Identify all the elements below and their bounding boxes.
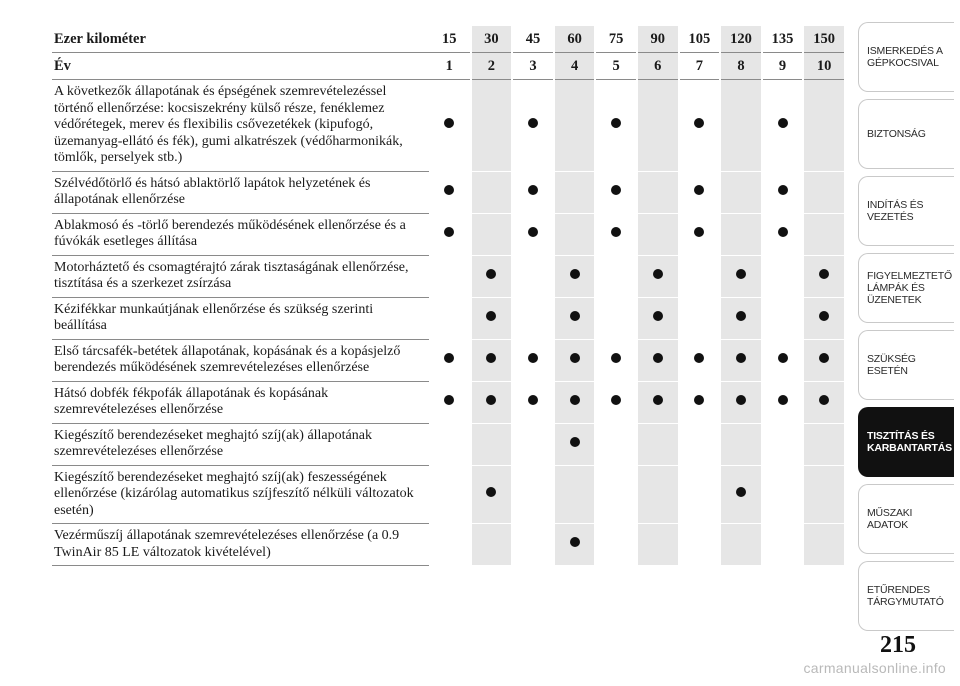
schedule-row <box>52 423 845 465</box>
required-dot-icon <box>736 269 746 279</box>
operation-description: Szélvédőtörlő és hátsó ablaktörlő lapátok helyzetének és állapotának ellenőrzése <box>52 171 429 213</box>
required-dot-icon <box>611 227 621 237</box>
interval-cell <box>554 255 596 297</box>
km-header-cell: 45 <box>512 26 554 53</box>
interval-cell <box>679 381 721 423</box>
km-header-cell: 15 <box>429 26 471 53</box>
interval-cell <box>554 80 596 172</box>
interval-cell <box>429 524 471 566</box>
km-header-cell: 150 <box>803 26 845 53</box>
interval-cell <box>679 171 721 213</box>
schedule-row <box>52 255 845 297</box>
interval-cell <box>720 213 762 255</box>
required-dot-icon <box>736 395 746 405</box>
required-dot-icon <box>528 353 538 363</box>
chapter-tab[interactable] <box>858 253 954 323</box>
interval-cell <box>429 213 471 255</box>
required-dot-icon <box>694 227 704 237</box>
schedule-row <box>52 339 845 381</box>
interval-cell <box>637 171 679 213</box>
interval-cell <box>429 297 471 339</box>
interval-cell <box>637 255 679 297</box>
interval-cell <box>429 255 471 297</box>
interval-cell <box>720 524 762 566</box>
year-header-cell: 8 <box>720 53 762 80</box>
interval-cell <box>762 381 804 423</box>
km-header-label: Ezer kilométer <box>52 26 429 53</box>
required-dot-icon <box>570 311 580 321</box>
required-dot-icon <box>653 311 663 321</box>
required-dot-icon <box>570 437 580 447</box>
required-dot-icon <box>570 353 580 363</box>
operation-description: Kiegészítő berendezéseket meghajtó szíj(ak) feszességének ellenőrzése (kizárólag automatikus szíjfeszítő nélküli változatok esetén) <box>52 465 429 524</box>
required-dot-icon <box>778 353 788 363</box>
required-dot-icon <box>694 395 704 405</box>
km-header-cell: 120 <box>720 26 762 53</box>
year-header-cell: 4 <box>554 53 596 80</box>
interval-cell <box>637 339 679 381</box>
interval-cell <box>803 297 845 339</box>
required-dot-icon <box>736 353 746 363</box>
chapter-tab[interactable] <box>858 176 954 246</box>
interval-cell <box>679 339 721 381</box>
interval-cell <box>720 255 762 297</box>
required-dot-icon <box>486 487 496 497</box>
interval-cell <box>762 80 804 172</box>
schedule-row <box>52 381 845 423</box>
required-dot-icon <box>694 118 704 128</box>
interval-cell <box>512 213 554 255</box>
km-header-row <box>52 26 845 53</box>
chapter-tab-label: SZÜKSÉG ESETÉN <box>867 353 916 377</box>
interval-cell <box>595 381 637 423</box>
required-dot-icon <box>611 353 621 363</box>
interval-cell <box>762 297 804 339</box>
schedule-body <box>52 80 845 566</box>
interval-cell <box>803 213 845 255</box>
operation-description: Kézifékkar munkaútjának ellenőrzése és szükség szerinti beállítása <box>52 297 429 339</box>
interval-cell <box>679 524 721 566</box>
chapter-tab-label: INDÍTÁS ÉS VEZETÉS <box>867 199 924 223</box>
interval-cell <box>762 171 804 213</box>
operation-description: Hátsó dobfék fékpofák állapotának és kopásának szemrevételezéses ellenőrzése <box>52 381 429 423</box>
interval-cell <box>595 524 637 566</box>
chapter-tabs <box>858 22 954 638</box>
required-dot-icon <box>778 118 788 128</box>
interval-cell <box>512 465 554 524</box>
required-dot-icon <box>444 118 454 128</box>
year-header-cell: 2 <box>471 53 513 80</box>
required-dot-icon <box>486 395 496 405</box>
schedule-row <box>52 297 845 339</box>
chapter-tab-label: FIGYELMEZTETŐ LÁMPÁK ÉS ÜZENETEK <box>867 270 952 306</box>
interval-cell <box>679 255 721 297</box>
interval-cell <box>429 423 471 465</box>
km-header-cell: 105 <box>679 26 721 53</box>
required-dot-icon <box>444 227 454 237</box>
interval-cell <box>803 465 845 524</box>
interval-cell <box>803 255 845 297</box>
interval-cell <box>512 255 554 297</box>
required-dot-icon <box>528 395 538 405</box>
interval-cell <box>595 423 637 465</box>
interval-cell <box>595 297 637 339</box>
required-dot-icon <box>694 185 704 195</box>
required-dot-icon <box>611 118 621 128</box>
interval-cell <box>429 80 471 172</box>
interval-cell <box>554 297 596 339</box>
interval-cell <box>679 423 721 465</box>
interval-cell <box>762 213 804 255</box>
operation-description: Ablakmosó és -törlő berendezés működésének ellenőrzése és a fúvókák esetleges állítása <box>52 213 429 255</box>
year-header-row <box>52 53 845 80</box>
operation-description: Vezérműszíj állapotának szemrevételezéses ellenőrzése (a 0.9 TwinAir 85 LE változatok kivételével) <box>52 524 429 566</box>
km-header-cell: 135 <box>762 26 804 53</box>
year-header-cell: 10 <box>803 53 845 80</box>
interval-cell <box>637 297 679 339</box>
interval-cell <box>471 524 513 566</box>
year-header-cell: 1 <box>429 53 471 80</box>
operation-description: Motorháztető és csomagtérajtó zárak tisztaságának ellenőrzése, tisztítása és a szerkezet zsírzása <box>52 255 429 297</box>
interval-cell <box>471 423 513 465</box>
interval-cell <box>471 255 513 297</box>
interval-cell <box>471 171 513 213</box>
required-dot-icon <box>778 395 788 405</box>
required-dot-icon <box>653 395 663 405</box>
interval-cell <box>720 465 762 524</box>
required-dot-icon <box>819 269 829 279</box>
chapter-tab[interactable] <box>858 561 954 631</box>
chapter-tab-label: ISMERKEDÉS A GÉPKOCSIVAL <box>867 45 943 69</box>
operation-description: A következők állapotának és épségének szemrevételezéssel történő ellenőrzése: kocsiszekrény külső része, fenéklemez védőrétegek, merev és flexibilis csővezetékek (kipufogó, üzemanyag-ellátó és fék), gumi alkatrészek (védőharmonikák, tömlők, perselyek stb.) <box>52 80 429 172</box>
required-dot-icon <box>653 353 663 363</box>
required-dot-icon <box>736 487 746 497</box>
interval-cell <box>803 524 845 566</box>
km-header-cell: 90 <box>637 26 679 53</box>
interval-cell <box>512 423 554 465</box>
required-dot-icon <box>444 353 454 363</box>
required-dot-icon <box>570 395 580 405</box>
schedule-row <box>52 171 845 213</box>
km-header-cell: 60 <box>554 26 596 53</box>
interval-cell <box>637 381 679 423</box>
year-header-cell: 9 <box>762 53 804 80</box>
schedule-row <box>52 465 845 524</box>
required-dot-icon <box>611 185 621 195</box>
maintenance-schedule-table <box>52 26 846 566</box>
required-dot-icon <box>528 118 538 128</box>
interval-cell <box>720 423 762 465</box>
interval-cell <box>554 381 596 423</box>
km-header-cell: 30 <box>471 26 513 53</box>
required-dot-icon <box>528 185 538 195</box>
required-dot-icon <box>778 185 788 195</box>
required-dot-icon <box>778 227 788 237</box>
year-header-cell: 7 <box>679 53 721 80</box>
interval-cell <box>554 524 596 566</box>
interval-cell <box>762 465 804 524</box>
chapter-tab-label: TISZTÍTÁS ÉS KARBANTARTÁS <box>867 430 952 454</box>
interval-cell <box>595 255 637 297</box>
interval-cell <box>803 339 845 381</box>
chapter-tab[interactable] <box>858 407 954 477</box>
interval-cell <box>512 297 554 339</box>
chapter-tab[interactable] <box>858 330 954 400</box>
watermark-text: carmanualsonline.info <box>803 660 946 676</box>
required-dot-icon <box>819 353 829 363</box>
chapter-tab-label: MŰSZAKI ADATOK <box>867 507 913 531</box>
interval-cell <box>803 80 845 172</box>
year-header-cell: 3 <box>512 53 554 80</box>
chapter-tab-label: ETŰRENDES TÁRGYMUTATÓ <box>867 584 944 608</box>
required-dot-icon <box>528 227 538 237</box>
interval-cell <box>429 381 471 423</box>
chapter-tab[interactable] <box>858 484 954 554</box>
interval-cell <box>679 80 721 172</box>
schedule-row <box>52 524 845 566</box>
interval-cell <box>720 297 762 339</box>
interval-cell <box>637 465 679 524</box>
interval-cell <box>679 465 721 524</box>
required-dot-icon <box>736 311 746 321</box>
operation-description: Kiegészítő berendezéseket meghajtó szíj(ak) állapotának szemrevételezéses ellenőrzése <box>52 423 429 465</box>
interval-cell <box>595 80 637 172</box>
interval-cell <box>554 339 596 381</box>
schedule-row <box>52 213 845 255</box>
required-dot-icon <box>570 537 580 547</box>
required-dot-icon <box>819 311 829 321</box>
chapter-tab-label: BIZTONSÁG <box>867 128 926 140</box>
year-header-label: Év <box>52 53 429 80</box>
interval-cell <box>554 465 596 524</box>
interval-cell <box>429 339 471 381</box>
schedule-row <box>52 80 845 172</box>
interval-cell <box>429 171 471 213</box>
required-dot-icon <box>486 353 496 363</box>
interval-cell <box>637 524 679 566</box>
required-dot-icon <box>444 185 454 195</box>
required-dot-icon <box>486 269 496 279</box>
required-dot-icon <box>819 395 829 405</box>
required-dot-icon <box>694 353 704 363</box>
interval-cell <box>720 381 762 423</box>
interval-cell <box>554 213 596 255</box>
page-number: 215 <box>880 632 916 658</box>
interval-cell <box>762 423 804 465</box>
operation-description: Első tárcsafék-betétek állapotának, kopásának és a kopásjelző berendezés működésének szemrevételezéses ellenőrzése <box>52 339 429 381</box>
interval-cell <box>471 381 513 423</box>
interval-cell <box>554 423 596 465</box>
interval-cell <box>720 171 762 213</box>
interval-cell <box>803 171 845 213</box>
required-dot-icon <box>486 311 496 321</box>
interval-cell <box>679 213 721 255</box>
required-dot-icon <box>611 395 621 405</box>
chapter-tab[interactable] <box>858 22 954 92</box>
required-dot-icon <box>444 395 454 405</box>
interval-cell <box>762 255 804 297</box>
interval-cell <box>762 524 804 566</box>
interval-cell <box>595 171 637 213</box>
required-dot-icon <box>570 269 580 279</box>
interval-cell <box>720 80 762 172</box>
interval-cell <box>512 524 554 566</box>
chapter-tab[interactable] <box>858 99 954 169</box>
interval-cell <box>471 297 513 339</box>
interval-cell <box>471 213 513 255</box>
interval-cell <box>512 381 554 423</box>
interval-cell <box>471 80 513 172</box>
interval-cell <box>595 339 637 381</box>
year-header-cell: 5 <box>595 53 637 80</box>
interval-cell <box>679 297 721 339</box>
interval-cell <box>554 171 596 213</box>
interval-cell <box>803 381 845 423</box>
required-dot-icon <box>653 269 663 279</box>
interval-cell <box>595 465 637 524</box>
interval-cell <box>762 339 804 381</box>
interval-cell <box>471 339 513 381</box>
interval-cell <box>429 465 471 524</box>
interval-cell <box>512 171 554 213</box>
interval-cell <box>720 339 762 381</box>
interval-cell <box>803 423 845 465</box>
interval-cell <box>471 465 513 524</box>
year-header-cell: 6 <box>637 53 679 80</box>
interval-cell <box>637 80 679 172</box>
km-header-cell: 75 <box>595 26 637 53</box>
interval-cell <box>512 339 554 381</box>
interval-cell <box>637 423 679 465</box>
interval-cell <box>512 80 554 172</box>
interval-cell <box>595 213 637 255</box>
interval-cell <box>637 213 679 255</box>
